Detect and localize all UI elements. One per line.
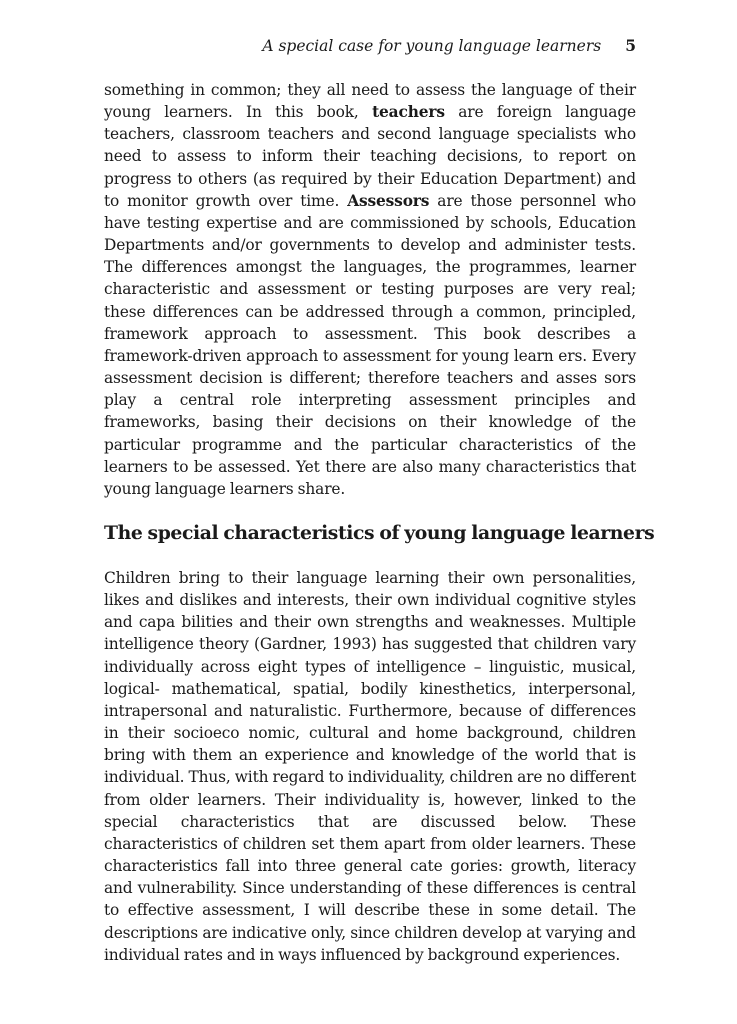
page-number: 5 bbox=[625, 36, 636, 55]
body-paragraph-2: Children bring to their language learning their own personalities, likes and dislikes and interests, their own individual cognitive styles and capa bilities and their own strengths and weaknesses. Multiple intelligence theory (Gardner, 1993) has suggested that children vary individually across eight types of intelligence – linguistic, musical, logical‑ mathematical, spatial, bodily kinesthetics, interpersonal, intrapersonal and naturalistic. Furthermore, because of differences in their socioeco nomic, cultural and home background, children bring with them an experience and knowledge of the world that is individual. Thus, with regard to individuality, children are no different from older learners. Their individuality is, however, linked to the special characteristics that are discussed below. These characteristics of children set them apart from older learners. These characteristics fall into three general cate gories: growth, literacy and vulnerability. Since understanding of these differences is central to effective assessment, I will describe these in some detail. The descriptions are indicative only, since children develop at varying and individual rates and in ways influenced by background experiences. bbox=[104, 569, 636, 964]
paragraph-1-text-a: something in common; they all need to assess the language of their young learners. In this book, bbox=[104, 81, 636, 122]
paragraph-1-text-b: are foreign language teachers, classroom teachers and second language specialists who need to assess to inform their teaching decisions, to report on progress to others (as required by their Education Department) and to monitor growth over time. bbox=[104, 103, 636, 210]
term-assessors: Assessors bbox=[347, 191, 430, 210]
running-header bbox=[104, 36, 636, 56]
term-teachers: teachers bbox=[372, 103, 445, 122]
paragraph-1-text-c: are those personnel who have testing expertise and are commissioned by schools, Education Departments and/or governments to develop and administer tests. The differences amongst the languages, the programmes, learner characteristic and assessment or testing purposes are very real; these differences can be addressed through a common, principled, framework approach to assessment. This book describes a framework-driven approach to assessment for young learn ers. Every assessment decision is different; therefore teachers and asses sors play a central role interpreting assessment principles and frameworks, basing their decisions on their knowledge of the particular programme and the particular characteristics of the learners to be assessed. Yet there are also many characteristics that young language learners share. bbox=[104, 191, 636, 498]
section-heading: The special characteristics of young language learners bbox=[104, 522, 655, 544]
running-title: A special case for young language learners bbox=[262, 37, 602, 55]
body-paragraph-1 bbox=[104, 79, 636, 500]
